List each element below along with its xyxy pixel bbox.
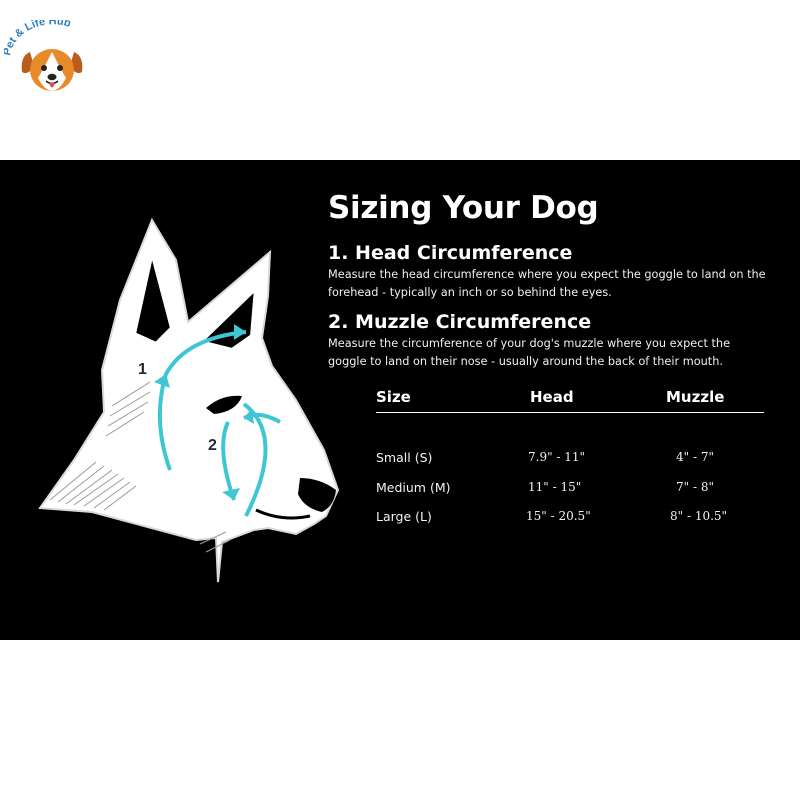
marker-2: 2 bbox=[208, 437, 217, 454]
muzzle-section-description: Measure the circumference of your dog's muzzle where you expect the goggle to land on their nose - usually around the back of their mouth. bbox=[328, 337, 731, 368]
muzzle-cell: 4" - 7" bbox=[676, 450, 714, 464]
muzzle-cell: 8" - 10.5" bbox=[670, 509, 728, 523]
size-cell: Small (S) bbox=[376, 450, 433, 465]
table-row bbox=[376, 509, 764, 529]
logo-text: et & Life Hub bbox=[4, 20, 73, 51]
head-section-description: Measure the head circumference where you expect the goggle to land on the forehead - typically an inch or so behind the eyes. bbox=[328, 268, 766, 299]
head-cell: 7.9" - 11" bbox=[528, 450, 586, 464]
brand-logo bbox=[4, 20, 100, 100]
table-row bbox=[376, 450, 764, 470]
page-title: Sizing Your Dog bbox=[328, 190, 599, 226]
head-cell: 11" - 15" bbox=[528, 480, 582, 494]
marker-1: 1 bbox=[138, 361, 147, 378]
sizing-banner bbox=[0, 160, 800, 640]
size-cell: Large (L) bbox=[376, 509, 432, 524]
head-cell: 15" - 20.5" bbox=[526, 509, 591, 523]
muzzle-section-title: 2. Muzzle Circumference bbox=[328, 311, 592, 333]
size-table-header bbox=[376, 388, 764, 413]
table-row bbox=[376, 480, 764, 500]
muzzle-cell: 7" - 8" bbox=[676, 480, 714, 494]
column-header-head: Head bbox=[530, 388, 574, 406]
dog-head-illustration bbox=[0, 160, 360, 640]
column-header-muzzle: Muzzle bbox=[666, 388, 725, 406]
dog-face-icon bbox=[4, 20, 100, 100]
head-section-title: 1. Head Circumference bbox=[328, 242, 573, 264]
size-cell: Medium (M) bbox=[376, 480, 451, 495]
column-header-size: Size bbox=[376, 388, 411, 406]
